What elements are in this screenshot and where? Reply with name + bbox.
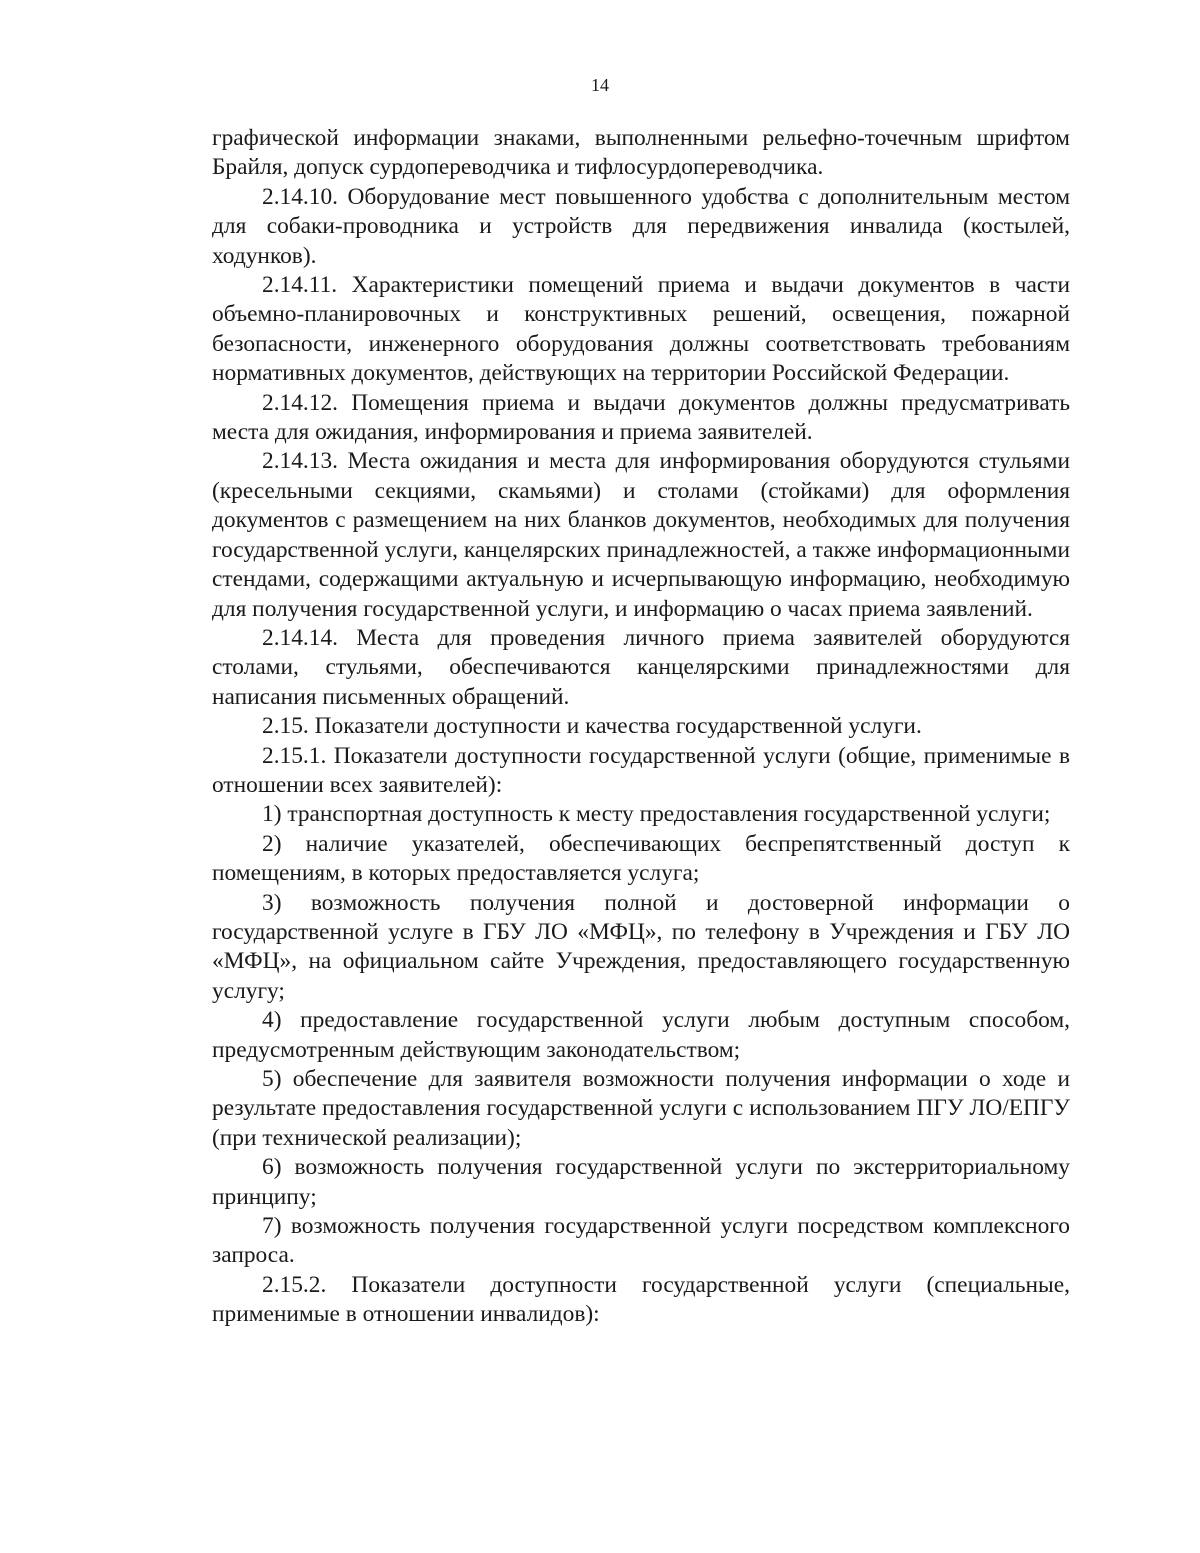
list-item-7: 7) возможность получения государственной услуги посредством комплексного запроса. bbox=[212, 1213, 1070, 1269]
list-item-6: 6) возможность получения государственной услуги по экстерриториальному принципу; bbox=[212, 1154, 1070, 1210]
paragraph-2-14-10: 2.14.10. Оборудование мест повышенного удобства с дополнительным местом для собаки-проводника и устройств для передвижения инвалида (костылей, ходунков). bbox=[212, 183, 1070, 269]
paragraph-2-15: 2.15. Показатели доступности и качества государственной услуги. bbox=[262, 713, 922, 740]
paragraph-2-14-12: 2.14.12. Помещения приема и выдачи документов должны предусматривать места для ожидания, информирования и приема заявителей. bbox=[212, 389, 1070, 446]
paragraph-2-15-2: 2.15.2. Показатели доступности государственной услуги (специальные, применимые в отношении инвалидов): bbox=[212, 1271, 1070, 1328]
list-item-2: 2) наличие указателей, обеспечивающих беспрепятственный доступ к помещениям, в которых предоставляется услуга; bbox=[212, 830, 1070, 887]
paragraph-2-14-11: 2.14.11. Характеристики помещений приема и выдачи документов в части объемно-планировочных и конструктивных решений, освещения, пожарной безопасности, инженерного оборудования должны соответствовать требованиям нормативных документов, действующих на территории Российской Федерации. bbox=[212, 272, 1070, 387]
list-item-5: 5) обеспечение для заявителя возможности получения информации о ходе и результате предоставления государственной услуги с использованием ПГУ ЛО/ЕПГУ (при технической реализации); bbox=[212, 1066, 1070, 1151]
page-number: 14 bbox=[591, 75, 609, 95]
document-body bbox=[212, 124, 1070, 1330]
paragraph-2-14-14: 2.14.14. Места для проведения личного приема заявителей оборудуются столами, стульями, обеспечиваются канцелярскими принадлежностями для написания письменных обращений. bbox=[212, 624, 1070, 710]
list-item-1: 1) транспортная доступность к месту предоставления государственной услуги; bbox=[262, 801, 1051, 828]
list-item-4: 4) предоставление государственной услуги любым доступным способом, предусмотренным действующим законодательством; bbox=[212, 1007, 1070, 1063]
paragraph-continuation: графической информации знаками, выполненными рельефно-точечным шрифтом Брайля, допуск сурдопереводчика и тифлосурдопереводчика. bbox=[212, 125, 1070, 181]
list-item-3: 3) возможность получения полной и достоверной информации о государственной услуге в ГБУ ЛО «МФЦ», по телефону в Учреждения и ГБУ ЛО «МФЦ», на официальном сайте Учреждения, предоставляющего государственную услугу; bbox=[212, 889, 1070, 1004]
paragraph-2-15-1: 2.15.1. Показатели доступности государственной услуги (общие, применимые в отношении всех заявителей): bbox=[212, 742, 1070, 798]
paragraph-2-14-13: 2.14.13. Места ожидания и места для информирования оборудуются стульями (кресельными секциями, скамьями) и столами (стойками) для оформления документов с размещением на них бланков документов, необходимых для получения государственной услуги, канцелярских принадлежностей, а также информационными стендами, содержащими актуальную и исчерпывающую информацию, необходимую для получения государственной услуги, и информацию о часах приема заявлений. bbox=[212, 448, 1070, 622]
